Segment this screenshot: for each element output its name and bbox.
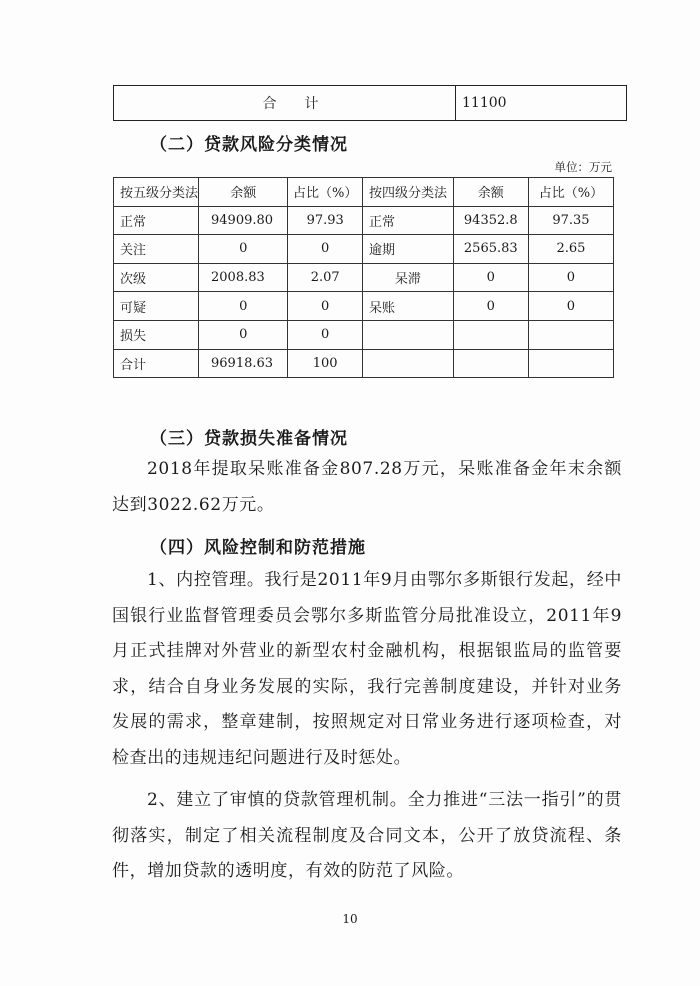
table-cell: 2.65 xyxy=(528,235,613,264)
table-cell: 逾期 xyxy=(362,235,453,264)
table-cell: 0 xyxy=(453,292,528,321)
table-cell xyxy=(362,349,453,378)
table-cell: 0 xyxy=(528,292,613,321)
header-cell: 余额 xyxy=(453,178,528,207)
table-cell: 0 xyxy=(288,235,363,264)
header-cell: 余额 xyxy=(199,178,288,207)
table-cell: 可疑 xyxy=(114,292,199,321)
table-cell: 呆滞 xyxy=(362,263,453,292)
table-cell: 97.35 xyxy=(528,206,613,235)
table-cell: 0 xyxy=(288,320,363,349)
section4-paragraph-2: 2、建立了审慎的贷款管理机制。全力推进“三法一指引”的贯彻落实，制定了相关流程制度及合同文本，公开了放贷流程、条件，增加贷款的透明度，有效的防范了风险。 xyxy=(112,790,622,881)
table-cell: 正常 xyxy=(362,206,453,235)
section3-heading: （三）贷款损失准备情况 xyxy=(150,429,348,449)
table-cell: 合计 xyxy=(114,349,199,378)
page-number: 10 xyxy=(342,912,358,926)
total-label: 合计 xyxy=(114,86,456,121)
section2-heading: （二）贷款风险分类情况 xyxy=(150,135,348,155)
table-cell: 2.07 xyxy=(288,263,363,292)
table-cell: 2565.83 xyxy=(453,235,528,264)
table-cell: 94909.80 xyxy=(199,206,288,235)
table-cell: 96918.63 xyxy=(199,349,288,378)
total-row xyxy=(114,86,627,121)
table-cell: 损失 xyxy=(114,320,199,349)
header-cell: 按四级分类法 xyxy=(362,178,453,207)
table-cell xyxy=(453,320,528,349)
table-cell: 0 xyxy=(453,263,528,292)
table-cell: 0 xyxy=(288,292,363,321)
header-cell: 占比（%） xyxy=(288,178,363,207)
table-row xyxy=(114,206,614,235)
total-value: 11100 xyxy=(456,86,627,121)
table-cell: 100 xyxy=(288,349,363,378)
risk-classification-table xyxy=(113,177,614,378)
table-cell: 0 xyxy=(528,263,613,292)
table-cell xyxy=(528,320,613,349)
table-cell xyxy=(528,349,613,378)
section3-paragraph: 2018年提取呆账准备金807.28万元，呆账准备金年末余额达到3022.62万元。 xyxy=(112,459,622,515)
table-header-row xyxy=(114,178,614,207)
table-row xyxy=(114,235,614,264)
table-cell: 呆账 xyxy=(362,292,453,321)
table-row xyxy=(114,263,614,292)
table-cell: 2008.83 xyxy=(199,263,288,292)
table-row xyxy=(114,320,614,349)
table-cell: 94352.8 xyxy=(453,206,528,235)
table-cell: 0 xyxy=(199,235,288,264)
section4-heading: （四）风险控制和防范措施 xyxy=(150,538,366,558)
header-cell: 占比（%） xyxy=(528,178,613,207)
table-row xyxy=(114,292,614,321)
table-cell: 次级 xyxy=(114,263,199,292)
table-cell: 97.93 xyxy=(288,206,363,235)
table-cell: 0 xyxy=(199,292,288,321)
table-cell xyxy=(362,320,453,349)
table-row xyxy=(114,349,614,378)
header-cell: 按五级分类法 xyxy=(114,178,199,207)
table-cell xyxy=(453,349,528,378)
table-cell: 关注 xyxy=(114,235,199,264)
table-cell: 0 xyxy=(199,320,288,349)
total-table xyxy=(113,85,627,121)
section4-paragraph-1: 1、内控管理。我行是2011年9月由鄂尔多斯银行发起，经中国银行业监督管理委员会鄂尔多斯监管分局批准设立，2011年9月正式挂牌对外营业的新型农村金融机构，根据银监局的监管要求，结合自身业务发展的实际，我行完善制度建设，并针对业务发展的需求，整章建制，按照规定对日常业务进行逐项检查，对检查出的违规违纪问题进行及时惩处。 xyxy=(112,570,622,768)
unit-label: 单位：万元 xyxy=(554,160,612,174)
table-cell: 正常 xyxy=(114,206,199,235)
